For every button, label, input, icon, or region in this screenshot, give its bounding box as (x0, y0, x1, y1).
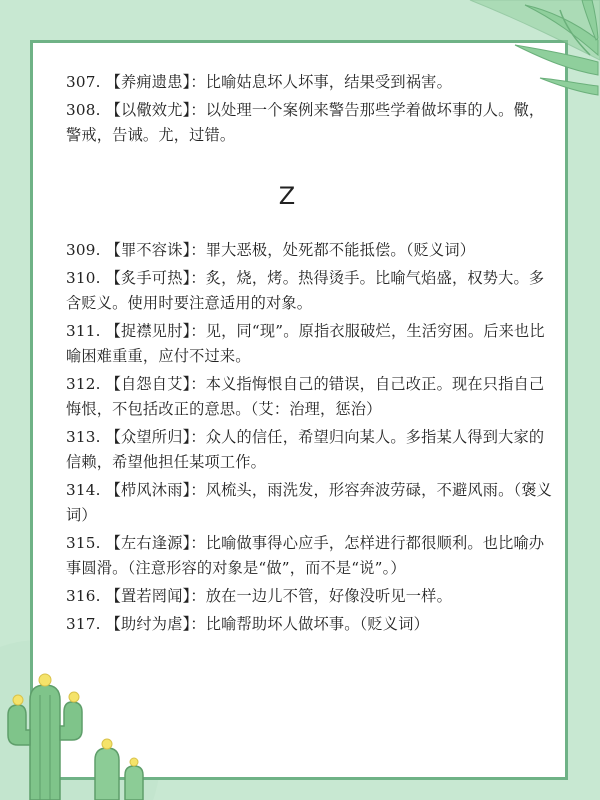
list-item: 315. 【左右逢源】：比喻做事得心应手，怎样进行都很顺利。也比喻办事圆滑。（注意形容的对象是“做”，而不是“说”。） (66, 534, 545, 577)
list-item: 316. 【置若罔闻】：放在一边儿不管，好像没听见一样。 (66, 587, 452, 605)
list-item: 311. 【捉襟见肘】：见，同“现”。原指衣服破烂，生活穷困。后来也比喻困难重重，应付不过来。 (66, 322, 545, 365)
list-item: 310. 【炙手可热】：炙，烧，烤。热得烫手。比喻气焰盛，权势大。多含贬义。使用时要注意适用的对象。 (66, 269, 545, 312)
list-item: 313. 【众望所归】：众人的信任，希望归向某人。多指某人得到大家的信赖，希望他担任某项工作。 (66, 428, 545, 471)
list-item: 308. 【以儆效尤】：以处理一个案例来警告那些学着做坏事的人。儆，警戒，告诫。尤，过错。 (66, 101, 545, 144)
section-heading: Z (278, 182, 296, 210)
list-item: 312. 【自怨自艾】：本义指悔恨自己的错误，自己改正。现在只指自己悔恨，不包括改正的意思。（艾：治理，惩治） (66, 375, 545, 418)
list-item: 307. 【养痈遗患】：比喻姑息坏人坏事，结果受到祸害。 (66, 73, 452, 91)
list-item: 317. 【助纣为虐】：比喻帮助坏人做坏事。（贬义词） (66, 615, 429, 633)
idiom-list (66, 70, 556, 637)
list-item: 314. 【栉风沐雨】：风梳头，雨洗发，形容奔波劳碌，不避风雨。（褒义词） (66, 481, 553, 524)
list-item: 309. 【罪不容诛】：罪大恶极，处死都不能抵偿。（贬义词） (66, 241, 476, 259)
